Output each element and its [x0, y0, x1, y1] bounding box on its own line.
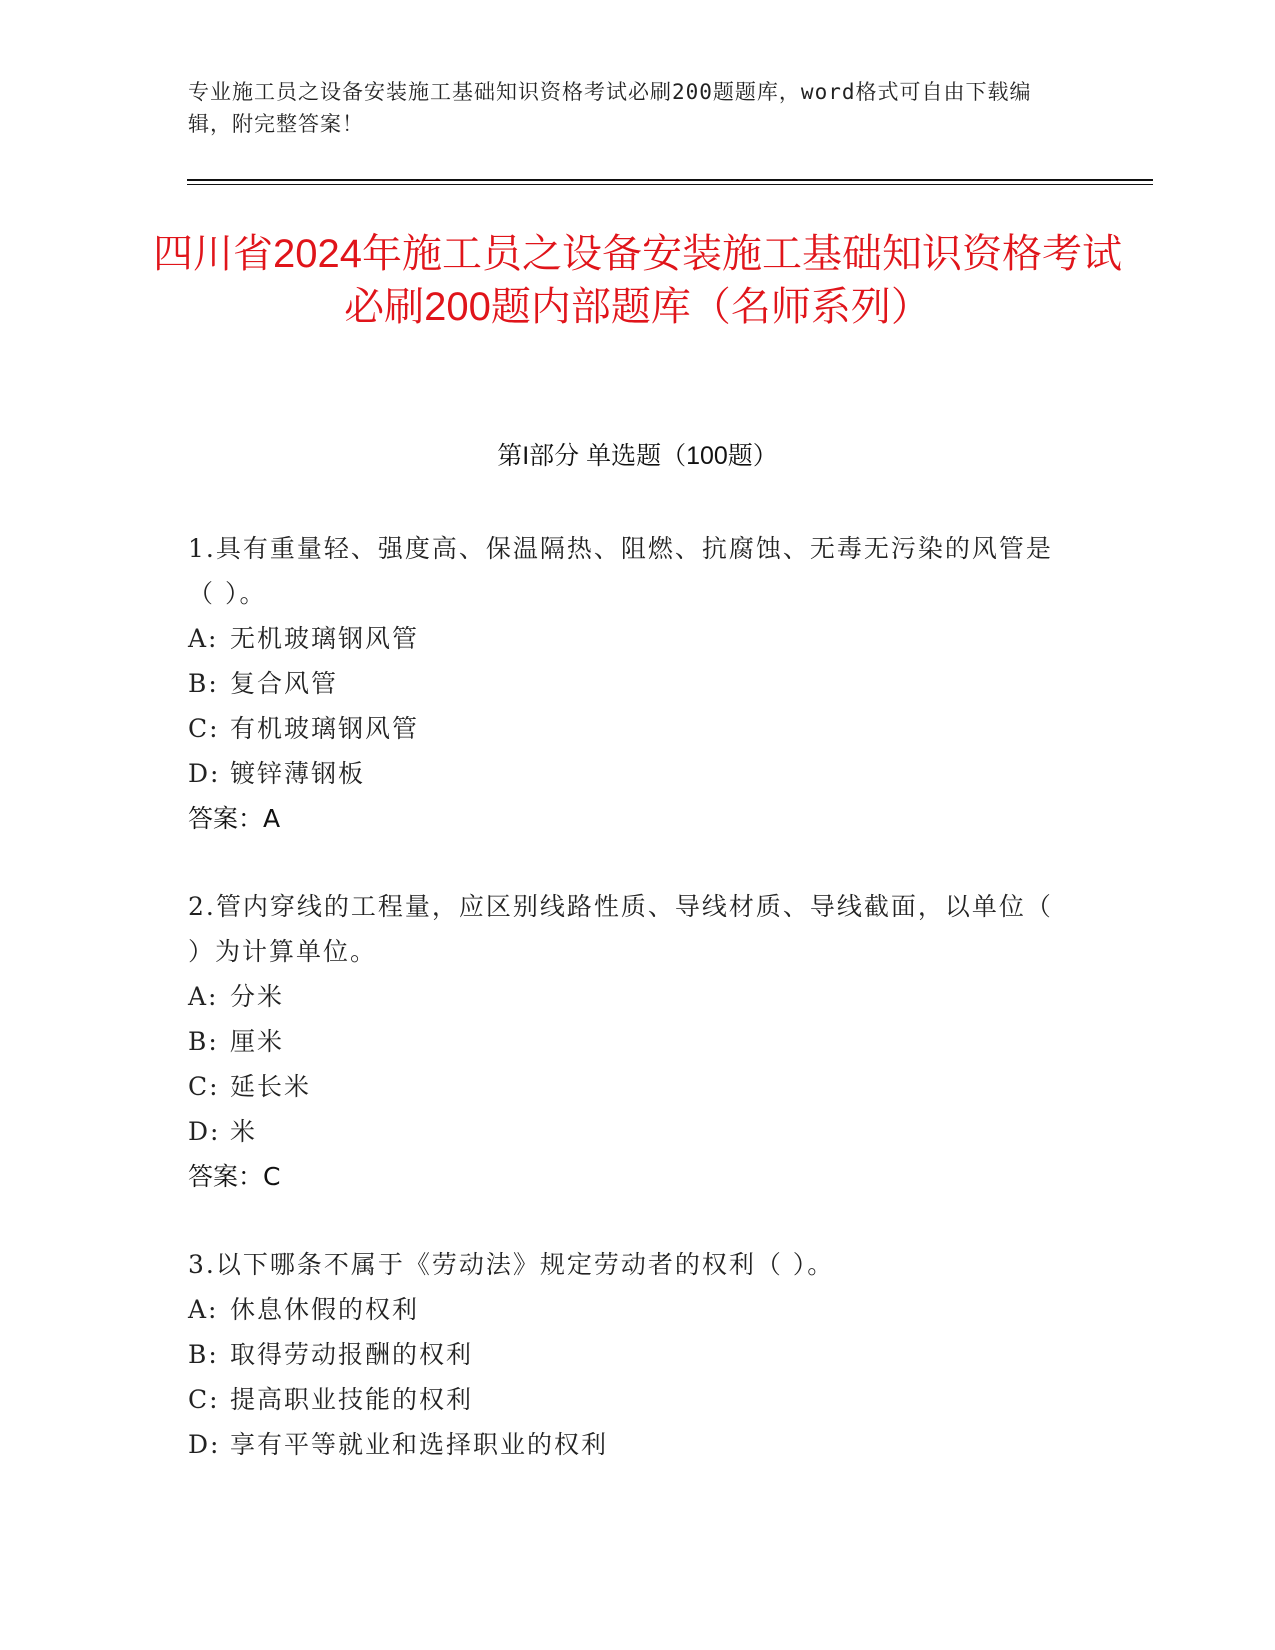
option-d: [188, 1422, 1068, 1467]
option-text: 享有平等就业和选择职业的权利: [230, 1430, 609, 1459]
question-stem: 3.以下哪条不属于《劳动法》规定劳动者的权利（ ）。: [188, 1250, 835, 1279]
option-text: 取得劳动报酬的权利: [230, 1340, 474, 1369]
option-key: D:: [188, 759, 221, 788]
option-key: B:: [188, 1340, 219, 1369]
option-a: [188, 1287, 1068, 1332]
option-key: A:: [188, 982, 219, 1011]
option-text: 提高职业技能的权利: [230, 1385, 474, 1414]
option-d: [188, 1109, 1068, 1154]
option-d: [188, 751, 1068, 796]
option-key: A:: [188, 624, 219, 653]
option-key: D:: [188, 1430, 221, 1459]
question-stem: 2.管内穿线的工程量，应区别线路性质、导线材质、导线截面，以单位（ ）为计算单位。: [188, 892, 1053, 966]
option-a: [188, 616, 1068, 661]
answer-line: 答案：C: [188, 1162, 281, 1191]
option-text: 分米: [230, 982, 285, 1011]
question-stem: 1.具有重量轻、强度高、保温隔热、阻燃、抗腐蚀、无毒无污染的风管是（ ）。: [188, 534, 1053, 608]
question-list: [188, 526, 1068, 1467]
option-text: 复合风管: [230, 669, 339, 698]
option-b: [188, 1019, 1068, 1064]
option-c: [188, 1377, 1068, 1422]
option-key: C:: [188, 1385, 220, 1414]
option-c: [188, 706, 1068, 751]
option-text: 无机玻璃钢风管: [230, 624, 420, 653]
option-text: 厘米: [230, 1027, 285, 1056]
option-key: B:: [188, 669, 219, 698]
question-3: [188, 1242, 1068, 1467]
question-2: [188, 884, 1068, 1199]
option-b: [188, 661, 1068, 706]
document-title: 四川省2024年施工员之设备安装施工基础知识资格考试必刷200题内部题库（名师系列）: [153, 232, 1122, 329]
option-key: C:: [188, 1072, 220, 1101]
answer-line: 答案：A: [188, 804, 281, 833]
option-key: A:: [188, 1295, 219, 1324]
option-key: C:: [188, 714, 220, 743]
option-a: [188, 974, 1068, 1019]
option-b: [188, 1332, 1068, 1377]
option-text: 有机玻璃钢风管: [230, 714, 420, 743]
question-1: [188, 526, 1068, 841]
option-text: 延长米: [230, 1072, 312, 1101]
option-text: 镀锌薄钢板: [230, 759, 366, 788]
header-divider-thick: [187, 179, 1153, 181]
option-key: B:: [188, 1027, 219, 1056]
section-title: 第I部分 单选题（100题）: [497, 442, 778, 470]
option-text: 休息休假的权利: [230, 1295, 420, 1324]
header-divider-thin: [187, 184, 1153, 185]
header-note: 专业施工员之设备安装施工基础知识资格考试必刷200题题库，word格式可自由下载编辑，附完整答案！: [188, 80, 1032, 136]
option-c: [188, 1064, 1068, 1109]
option-text: 米: [230, 1117, 258, 1146]
option-key: D:: [188, 1117, 221, 1146]
